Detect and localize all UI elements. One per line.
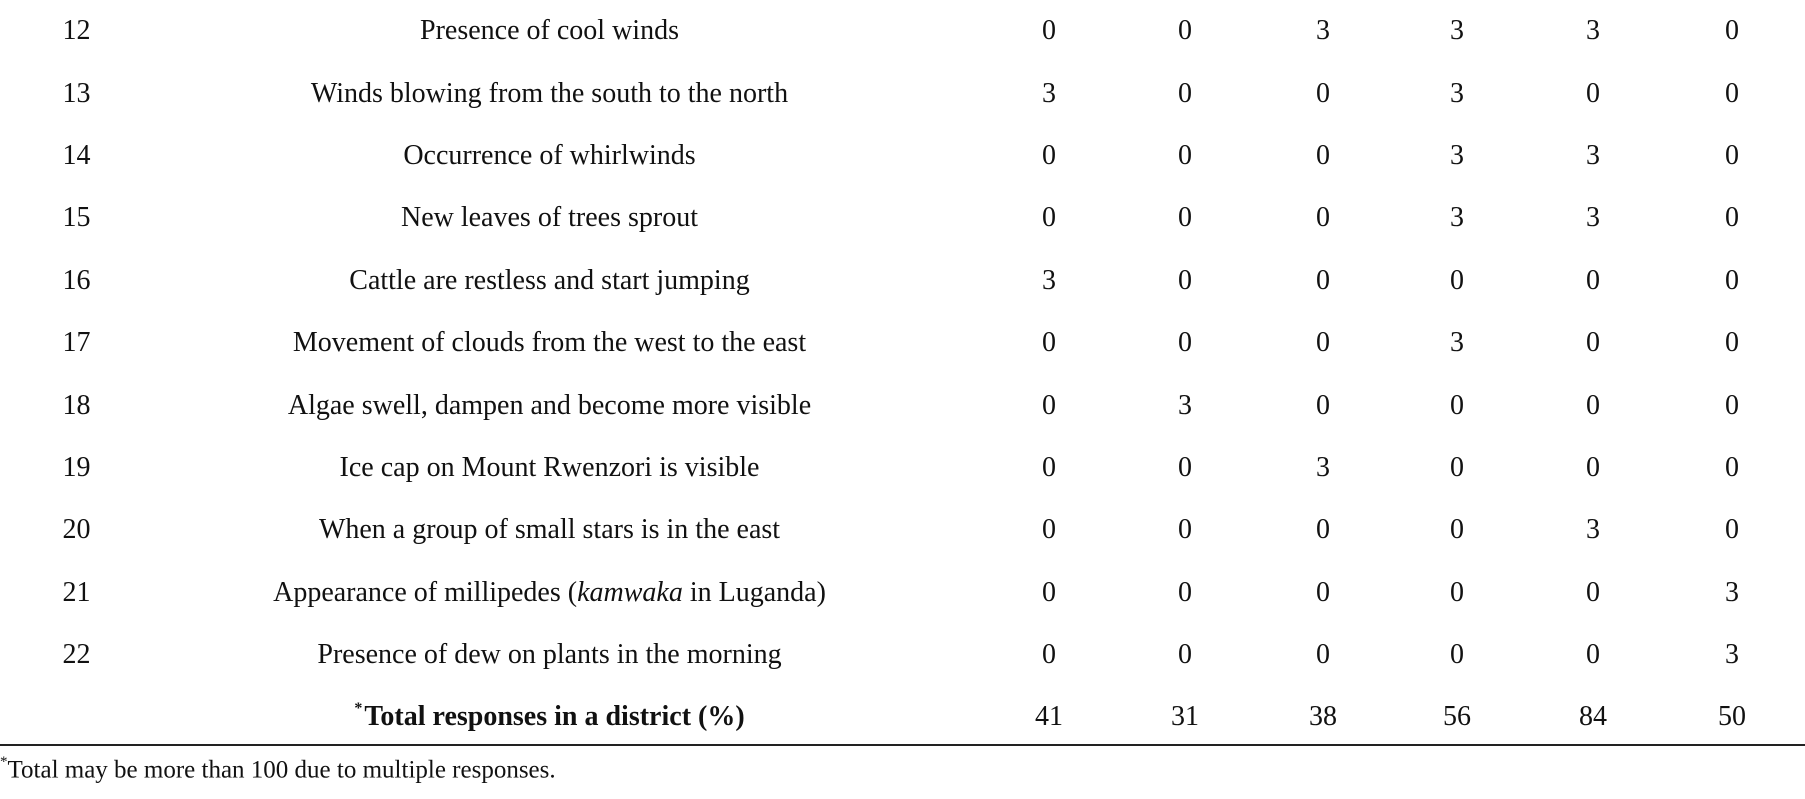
table-row [0, 125, 1805, 187]
indicator-text-part: Appearance of millipedes ( [273, 576, 578, 608]
table-row [0, 187, 1805, 249]
table-footnote [0, 756, 556, 784]
row-value: 3 [1725, 639, 1739, 671]
row-value: 0 [1042, 389, 1056, 421]
row-value: 0 [1178, 576, 1192, 608]
row-value: 0 [1316, 77, 1330, 109]
total-value: 41 [1035, 701, 1063, 733]
row-value: 3 [1450, 77, 1464, 109]
row-value: 0 [1316, 264, 1330, 296]
table-row [0, 374, 1805, 436]
row-value: 3 [1450, 15, 1464, 47]
row-value: 0 [1450, 576, 1464, 608]
row-value: 0 [1586, 576, 1600, 608]
row-number: 12 [62, 15, 91, 47]
row-value: 3 [1450, 327, 1464, 359]
row-indicator: Occurrence of whirlwinds [403, 139, 696, 171]
total-value: 50 [1718, 701, 1746, 733]
row-value: 0 [1450, 639, 1464, 671]
row-value: 0 [1042, 15, 1056, 47]
row-number: 21 [62, 576, 91, 608]
row-value: 0 [1042, 202, 1056, 234]
total-value: 38 [1309, 701, 1337, 733]
row-number: 14 [62, 139, 91, 171]
table-row [0, 562, 1805, 624]
row-value: 0 [1042, 139, 1056, 171]
row-number: 17 [62, 327, 91, 359]
footnote-text: Total may be more than 100 due to multiple responses. [7, 756, 556, 784]
row-indicator: Algae swell, dampen and become more visible [287, 389, 812, 421]
row-value: 0 [1586, 327, 1600, 359]
table-row [0, 0, 1805, 62]
row-value: 0 [1178, 514, 1192, 546]
row-value: 0 [1178, 202, 1192, 234]
row-value: 3 [1450, 139, 1464, 171]
table-bottom-rule [0, 744, 1805, 746]
row-indicator [112, 562, 987, 624]
row-value: 3 [1450, 202, 1464, 234]
row-value: 0 [1178, 139, 1192, 171]
row-indicator: Presence of cool winds [420, 15, 679, 47]
row-value: 0 [1178, 77, 1192, 109]
row-number: 18 [62, 389, 91, 421]
row-number: 13 [62, 77, 91, 109]
row-indicator: Movement of clouds from the west to the east [292, 327, 807, 359]
row-value: 0 [1450, 451, 1464, 483]
table-row [0, 624, 1805, 686]
row-value: 0 [1586, 639, 1600, 671]
table-row [0, 312, 1805, 374]
total-row [0, 686, 1805, 748]
row-indicator: When a group of small stars is in the east [318, 514, 781, 546]
table-row [0, 499, 1805, 561]
row-value: 0 [1450, 389, 1464, 421]
row-value: 0 [1725, 264, 1739, 296]
row-indicator: Cattle are restless and start jumping [349, 264, 750, 296]
row-value: 0 [1450, 514, 1464, 546]
row-value: 0 [1316, 389, 1330, 421]
row-value: 0 [1725, 139, 1739, 171]
row-number: 22 [62, 639, 91, 671]
row-value: 3 [1316, 451, 1330, 483]
row-indicator: Winds blowing from the south to the north [310, 77, 789, 109]
row-value: 0 [1725, 202, 1739, 234]
total-label-cell [112, 686, 987, 748]
row-value: 0 [1316, 514, 1330, 546]
row-value: 0 [1725, 514, 1739, 546]
row-value: 3 [1725, 576, 1739, 608]
table-row [0, 250, 1805, 312]
row-value: 0 [1586, 389, 1600, 421]
row-value: 3 [1586, 202, 1600, 234]
row-value: 0 [1725, 77, 1739, 109]
row-number: 16 [62, 264, 91, 296]
row-value: 0 [1586, 264, 1600, 296]
indicator-italic-term: kamwaka [577, 576, 683, 608]
row-value: 0 [1725, 451, 1739, 483]
table-row [0, 437, 1805, 499]
row-value: 3 [1586, 15, 1600, 47]
row-value: 3 [1042, 264, 1056, 296]
row-number: 15 [62, 202, 91, 234]
row-value: 0 [1178, 639, 1192, 671]
row-value: 0 [1042, 327, 1056, 359]
total-value: 84 [1579, 701, 1607, 733]
total-row-number-spacer [0, 686, 112, 748]
total-marker: * [354, 700, 363, 718]
row-value: 0 [1178, 327, 1192, 359]
row-value: 0 [1042, 576, 1056, 608]
row-value: 0 [1725, 15, 1739, 47]
row-value: 0 [1316, 139, 1330, 171]
row-value: 0 [1042, 451, 1056, 483]
row-value: 0 [1042, 639, 1056, 671]
row-value: 3 [1586, 139, 1600, 171]
row-value: 3 [1042, 77, 1056, 109]
row-value: 3 [1178, 389, 1192, 421]
total-value: 56 [1443, 701, 1471, 733]
row-value: 0 [1316, 639, 1330, 671]
row-value: 0 [1178, 15, 1192, 47]
table-row [0, 62, 1805, 124]
row-indicator: Presence of dew on plants in the morning [317, 639, 782, 671]
row-indicator: New leaves of trees sprout [400, 202, 698, 234]
indicator-text-part: in Luganda) [682, 576, 826, 608]
row-value: 0 [1725, 389, 1739, 421]
row-value: 0 [1725, 327, 1739, 359]
footnote-marker: * [0, 754, 8, 770]
row-number: 19 [62, 451, 91, 483]
row-value: 0 [1178, 264, 1192, 296]
row-value: 0 [1586, 451, 1600, 483]
row-value: 3 [1586, 514, 1600, 546]
row-value: 3 [1316, 15, 1330, 47]
row-number: 20 [62, 514, 91, 546]
row-value: 0 [1178, 451, 1192, 483]
row-value: 0 [1316, 576, 1330, 608]
row-value: 0 [1450, 264, 1464, 296]
row-value: 0 [1586, 77, 1600, 109]
total-value: 31 [1171, 701, 1199, 733]
row-value: 0 [1042, 514, 1056, 546]
row-value: 0 [1316, 327, 1330, 359]
row-indicator: Ice cap on Mount Rwenzori is visible [339, 451, 760, 483]
total-label: Total responses in a district (%) [364, 701, 745, 733]
row-value: 0 [1316, 202, 1330, 234]
